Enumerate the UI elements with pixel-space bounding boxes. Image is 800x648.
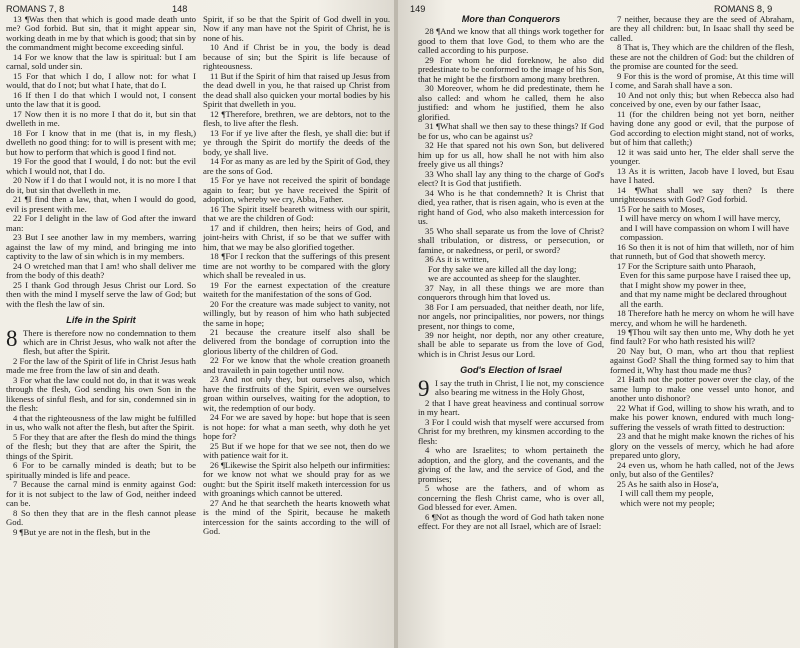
verse: 7 Because the carnal mind is enmity against God: for it is not subject to the law of God, neither indeed can be. xyxy=(6,479,196,509)
verse: 23 And not only they, but ourselves also, which have the firstfruits of the Spirit, even we ourselves groan within ourselves, waiting for the adoption, to wit, the redemption of our body. xyxy=(203,374,390,413)
verse: 16 So then it is not of him that willeth, nor of him that runneth, but of God that showeth mercy. xyxy=(610,241,794,262)
poetry-line: I will call them my people, xyxy=(620,488,714,499)
verse: 4 that the righteousness of the law might be fulfilled in us, who walk not after the flesh, but after the Spirit. xyxy=(6,412,196,433)
right-column-1 xyxy=(418,15,604,532)
section-heading-life-in-spirit: Life in the Spirit xyxy=(66,315,136,326)
verse: 10 And not only this; but when Rebecca also had conceived by one, even by our father Isaac, xyxy=(610,89,794,110)
verse: 15 For he saith to Moses, xyxy=(617,203,705,214)
verse: 28 ¶And we know that all things work together for good to them that love God, to them who are the called according to his purpose. xyxy=(418,26,604,56)
verse: 21 ¶I find then a law, that, when I would do good, evil is present with me. xyxy=(6,194,196,214)
verse: 14 ¶What shall we say then? Is there unrighteousness with God? God forbid. xyxy=(610,184,794,205)
poetry-line: we are accounted as sheep for the slaughter. xyxy=(428,273,581,284)
verse: I say the truth in Christ, I lie not, my conscience also bearing me witness in the Holy Ghost, xyxy=(435,377,604,398)
verse: 34 Who is he that condemneth? It is Christ that died, yea rather, that is risen again, who is even at the right hand of God, who also maketh intercession for us. xyxy=(418,187,604,227)
verse: 5 For they that are after the flesh do mind the things of the flesh; but they that are after the Spirit, the things of the Spirit. xyxy=(6,431,196,461)
verse: 16 The Spirit itself beareth witness with our spirit, that we are the children of God: xyxy=(203,203,390,224)
verse: 21 because the creature itself also shall be delivered from the bondage of corruption into the glorious liberty of the children of God. xyxy=(203,326,390,356)
verse: 13 As it is written, Jacob have I loved, but Esau have I hated. xyxy=(610,165,794,186)
verse: 23 But I see another law in my members, warring against the law of my mind, and bringing me into captivity to the law of sin which is in my members. xyxy=(6,232,196,262)
verse: 12 it was said unto her, The elder shall serve the younger. xyxy=(610,146,794,167)
verse: 21 Hath not the potter power over the clay, of the same lump to make one vessel unto honor, and another unto dishonor? xyxy=(610,374,794,404)
verse: 9 ¶But ye are not in the flesh, but in the xyxy=(13,526,151,537)
verse: 2 For the law of the Spirit of life in Christ Jesus hath made me free from the law of sin and death. xyxy=(6,355,196,376)
verse: 24 even us, whom he hath called, not of the Jews only, but also of the Gentiles? xyxy=(610,459,794,480)
verse: 12 ¶Therefore, brethren, we are debtors, not to the flesh, to live after the flesh. xyxy=(203,108,390,129)
verse: 8 So then they that are in the flesh cannot please God. xyxy=(6,507,196,528)
verse: 25 I thank God through Jesus Christ our Lord. So then with the mind I myself serve the law of God; but with the flesh the law of sin. xyxy=(6,279,196,309)
verse: 22 For we know that the whole creation groaneth and travaileth in pain together until now. xyxy=(203,355,390,375)
verse: 19 For the good that I would, I do not: but the evil which I would not, that I do. xyxy=(6,156,196,176)
verse: 17 and if children, then heirs; heirs of God, and joint-heirs with Christ, if so be that we suffer with him, that we may be also glorified together. xyxy=(203,222,390,252)
right-column-2 xyxy=(610,15,794,508)
verse: 14 For as many as are led by the Spirit of God, they are the sons of God. xyxy=(203,156,390,176)
left-column-2 xyxy=(203,15,390,537)
chapter-number: 8 xyxy=(6,325,18,351)
verse: 36 As it is written, xyxy=(425,254,489,265)
verse: Spirit, if so be that the Spirit of God dwell in you. Now if any man have not the Spirit of Christ, he is none of his. xyxy=(203,14,390,43)
verse: 24 O wretched man that I am! who shall deliver me from the body of this death? xyxy=(6,260,196,281)
verse: 30 Moreover, whom he did predestinate, them he also called: and whom he called, them he also justified: and whom he justified, them he also glorified. xyxy=(418,83,604,122)
verse: 6 ¶Not as though the word of God hath taken none effect. For they are not all Israel, which are of Israel: xyxy=(418,511,604,532)
verse: 38 For I am persuaded, that neither death, nor life, nor angels, nor principalities, nor powers, nor things present, nor things to come, xyxy=(418,301,604,331)
verse: 23 and that he might make known the riches of his glory on the vessels of mercy, which he had afore prepared unto glory, xyxy=(610,431,794,461)
left-page xyxy=(0,0,396,648)
verse: 20 For the creature was made subject to vanity, not willingly, but by reason of him who hath subjected the same in hope; xyxy=(203,298,390,328)
verse: 32 He that spared not his own Son, but delivered him up for us all, how shall he not with him also freely give us all things? xyxy=(418,140,604,170)
verse: There is therefore now no condemnation to them which are in Christ Jesus, who walk not after the flesh, but after the Spirit. xyxy=(23,327,196,357)
verse: 11 But if the Spirit of him that raised up Jesus from the dead dwell in you, he that raised up Christ from the dead shall also quicken your mortal bodies by his Spirit that dwelleth in you. xyxy=(203,70,390,110)
verse: 31 ¶What shall we then say to these things? If God be for us, who can be against us? xyxy=(418,121,604,141)
verse: 27 And he that searcheth the hearts knoweth what is the mind of the Spirit, because he maketh intercession for the saints according to the will of God. xyxy=(203,497,390,537)
poetry-line: and I will have compassion on whom I will have compassion. xyxy=(620,222,790,243)
verse: 14 For we know that the law is spiritual: but I am carnal, sold under sin. xyxy=(6,51,196,72)
poetry-line: that I might show my power in thee, xyxy=(620,279,746,290)
verse: 24 For we are saved by hope: but hope that is seen is not hope: for what a man seeth, why doth he yet hope for? xyxy=(203,412,390,442)
verse: 33 Who shall lay any thing to the charge of God's elect? It is God that justifieth. xyxy=(418,168,604,189)
verse: 20 Nay but, O man, who art thou that repliest against God? Shall the thing formed say to him that formed it, Why hast thou made me thus? xyxy=(610,345,794,375)
verse: 35 Who shall separate us from the love of Christ? shall tribulation, or distress, or persecution, or famine, or nakedness, or peril, or sword? xyxy=(418,225,604,255)
verse: 10 And if Christ be in you, the body is dead because of sin; but the Spirit is life because of righteousness. xyxy=(203,42,390,72)
verse: 15 For ye have not received the spirit of bondage again to fear; but ye have received the Spirit of adoption, whereby we cry, Abba, Father. xyxy=(203,175,390,205)
chapter-number: 9 xyxy=(418,375,430,401)
poetry-line: I will have mercy on whom I will have mercy, xyxy=(620,213,781,224)
verse: 3 For I could wish that myself were accursed from Christ for my brethren, my kinsmen according to the flesh: xyxy=(418,416,604,446)
verse: 13 For if ye live after the flesh, ye shall die: but if ye through the Spirit do mortify the deeds of the body, ye shall live. xyxy=(203,127,390,157)
section-heading-election-of-israel: God's Election of Israel xyxy=(460,365,562,376)
verse: 29 For whom he did foreknow, he also did predestinate to be conformed to the image of his Son, that he might be the firstborn among many brethren. xyxy=(418,54,604,84)
verse: 15 For that which I do, I allow not: for what I would, that do I not; but what I hate, that do I. xyxy=(6,70,196,91)
poetry-line: and that my name might be declared throughout all the earth. xyxy=(620,289,787,309)
page-number-left: 148 xyxy=(172,4,188,14)
poetry-line: For thy sake we are killed all the day long; xyxy=(428,263,577,274)
verse: 5 whose are the fathers, and of whom as concerning the flesh Christ came, who is over all, God blessed for ever. Amen. xyxy=(418,483,604,513)
left-column-1 xyxy=(6,15,196,537)
verse: 22 What if God, willing to show his wrath, and to make his power known, endured with much long-suffering the vessels of wrath fitted to destruction: xyxy=(610,402,794,432)
section-heading-more-than-conquerors: More than Conquerors xyxy=(461,14,561,24)
verse: 26 ¶Likewise the Spirit also helpeth our infirmities: for we know not what we should pray for as we ought: but the Spirit itself maketh intercession for us with groanings which cannot be uttered. xyxy=(203,459,390,499)
running-header-left: ROMANS 7, 8 xyxy=(6,4,65,14)
verse: 25 As he saith also in Hose'a, xyxy=(617,478,719,489)
verse: 16 If then I do that which I would not, I consent unto the law that it is good. xyxy=(6,89,196,110)
page-number-right: 149 xyxy=(410,4,426,14)
verse: 17 Now then it is no more I that do it, but sin that dwelleth in me. xyxy=(6,108,196,129)
verse: 2 that I have great heaviness and continual sorrow in my heart. xyxy=(418,397,604,418)
verse: 18 ¶For I reckon that the sufferings of this present time are not worthy to be compared with the glory which shall be revealed in us. xyxy=(203,251,390,281)
verse: 11 (for the children being not yet born, neither having done any good or evil, that the purpose of God according to election might stand, not of works, but of him that calleth;) xyxy=(610,108,794,148)
verse: 8 That is, They which are the children of the flesh, these are not the children of God: but the children of the promise are counted for the seed. xyxy=(610,42,794,72)
running-header-right: ROMANS 8, 9 xyxy=(714,4,773,14)
verse: 3 For what the law could not do, in that it was weak through the flesh, God sending his own Son in the likeness of sinful flesh, and for sin, condemned sin in the flesh: xyxy=(6,374,196,414)
verse: 13 ¶Was then that which is good made death unto me? God forbid. But sin, that it might appear sin, working death in me by that which is good; that sin by the commandment might become exceeding sinful. xyxy=(6,14,196,53)
chapter-9-opening xyxy=(418,375,604,401)
right-page xyxy=(398,0,800,648)
verse: 39 nor height, nor depth, nor any other creature, shall be able to separate us from the love of God, which is in Christ Jesus our Lord. xyxy=(418,329,604,359)
verse: 9 For this is the word of promise, At this time will I come, and Sarah shall have a son. xyxy=(610,70,794,91)
verse: 20 Now if I do that I would not, it is no more I that do it, but sin that dwelleth in me. xyxy=(6,175,196,195)
verse: 22 For I delight in the law of God after the inward man: xyxy=(6,213,196,233)
verse: 37 Nay, in all these things we are more than conquerors through him that loved us. xyxy=(418,282,604,303)
verse: 17 For the Scripture saith unto Pharaoh, xyxy=(617,260,756,271)
poetry-line: which were not my people; xyxy=(620,497,715,508)
verse: 25 But if we hope for that we see not, then do we with patience wait for it. xyxy=(203,440,390,461)
verse: 6 For to be carnally minded is death; but to be spiritually minded is life and peace. xyxy=(6,460,196,480)
poetry-line: Even for this same purpose have I raised thee up, xyxy=(620,270,791,281)
verse: 18 Therefore hath he mercy on whom he will have mercy, and whom he will he hardeneth. xyxy=(610,308,794,328)
verse: 19 ¶Thou wilt say then unto me, Why doth he yet find fault? For who hath resisted his will? xyxy=(610,326,794,347)
verse: 4 who are Israelites; to whom pertaineth the adoption, and the glory, and the covenants, and the giving of the law, and the service of God, and the promises; xyxy=(418,445,604,484)
verse: 7 neither, because they are the seed of Abraham, are they all children: but, In Isaac shall thy seed be called. xyxy=(610,14,794,43)
verse: 19 For the earnest expectation of the creature waiteth for the manifestation of the sons of God. xyxy=(203,279,390,300)
verse: 18 For I know that in me (that is, in my flesh,) dwelleth no good thing: for to will is present with me; but how to perform that which is good I find not. xyxy=(6,127,196,157)
chapter-8-opening xyxy=(6,325,196,357)
